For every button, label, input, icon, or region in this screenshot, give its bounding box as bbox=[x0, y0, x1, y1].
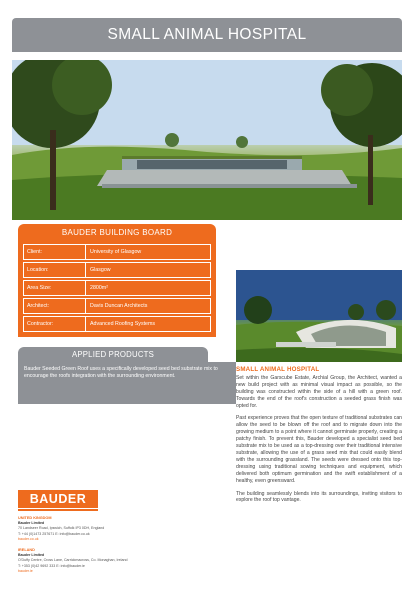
building-board-heading-text: BAUDER BUILDING BOARD bbox=[61, 227, 173, 237]
board-label: Area Size: bbox=[23, 280, 86, 296]
board-row bbox=[23, 316, 211, 332]
office-country: UNITED KINGDOM bbox=[18, 516, 52, 520]
page-title: SMALL ANIMAL HOSPITAL bbox=[107, 26, 307, 43]
office-contact: T: +353 (0)42 9692 333 E: info@bauder.ie bbox=[18, 563, 85, 568]
board-label: Architect: bbox=[23, 298, 86, 314]
article-heading: SMALL ANIMAL HOSPITAL bbox=[236, 366, 320, 373]
bauder-logo bbox=[18, 490, 98, 508]
board-value: University of Glasgow bbox=[86, 244, 211, 260]
board-value: 2800m² bbox=[86, 280, 211, 296]
board-row bbox=[23, 262, 211, 278]
bauder-logo-text: BAUDER bbox=[29, 492, 87, 506]
board-label: Contractor: bbox=[23, 316, 86, 332]
applied-products-text: Bauder Seeded Green Roof uses a specifically developed seed bed substrate mix to encourage the roofs integration with the surrounding environment. bbox=[18, 362, 236, 404]
board-row bbox=[23, 298, 211, 314]
board-row bbox=[23, 244, 211, 260]
hero-photo-illustration bbox=[12, 60, 402, 220]
board-label: Location: bbox=[23, 262, 86, 278]
hero-photo bbox=[12, 60, 402, 220]
office-ireland bbox=[18, 548, 178, 574]
building-board bbox=[18, 240, 216, 337]
secondary-photo-illustration bbox=[236, 270, 402, 362]
office-address: 70 Landseer Road, Ipswich, Suffolk IP3 0DH, England bbox=[18, 526, 105, 531]
office-website-link[interactable]: bauder.co.uk bbox=[18, 536, 39, 541]
article-paragraph: Set within the Garscube Estate, Archial Group, the Architect, wanted a new build project with as minimal visual impact as possible, so the building was constructed within the side of a hill with a green roof. Towards the end of the roof's construction a seeded grass finish was opted for. bbox=[236, 374, 402, 409]
article-paragraph: Past experience proves that the open texture of traditional substrates can allow the seed to be blown off the roof and to migrate down into the growing medium to a point where it cannot germinate properly, creating a patchy finish. To prevent this, Bauder developed a specialist seed bed substrate mix to be used as a top-dressing over their traditional intensive substrate, allowing the use of a grass seed mix that could easily blend with the surrounding grassland. The seeds were dressed onto this top-dressing using traditional sowing techniques and equipment, which delivered both optimum germination and the swift establishment of a healthy, even greensward. bbox=[236, 415, 402, 484]
board-row bbox=[23, 280, 211, 296]
board-value: Glasgow bbox=[86, 262, 211, 278]
office-website-link[interactable]: bauder.ie bbox=[18, 568, 33, 573]
article-paragraph: The building seamlessly blends into its surroundings, inviting visitors to explore the roof top vantage. bbox=[236, 490, 402, 504]
office-address: O'Duffy Centre, Cross Lane, Carrickmacross, Co. Monaghan, Ireland bbox=[18, 558, 128, 563]
title-banner bbox=[12, 18, 402, 52]
building-board-heading bbox=[18, 224, 216, 240]
applied-products-heading bbox=[18, 347, 208, 362]
logo-underline bbox=[18, 509, 98, 511]
board-label: Client: bbox=[23, 244, 86, 260]
board-value: Advanced Roofing Systems bbox=[86, 316, 211, 332]
office-country: IRELAND bbox=[18, 548, 35, 552]
applied-products-heading-text: APPLIED PRODUCTS bbox=[71, 350, 155, 359]
office-uk bbox=[18, 516, 178, 542]
office-company: Bauder Limited bbox=[18, 521, 45, 526]
board-value: Davis Duncan Architects bbox=[86, 298, 211, 314]
secondary-photo bbox=[236, 270, 402, 362]
office-company: Bauder Limited bbox=[18, 553, 45, 558]
office-contact: T: +44 (0)1473 257671 E: info@bauder.co.uk bbox=[18, 531, 90, 536]
article bbox=[236, 367, 402, 510]
